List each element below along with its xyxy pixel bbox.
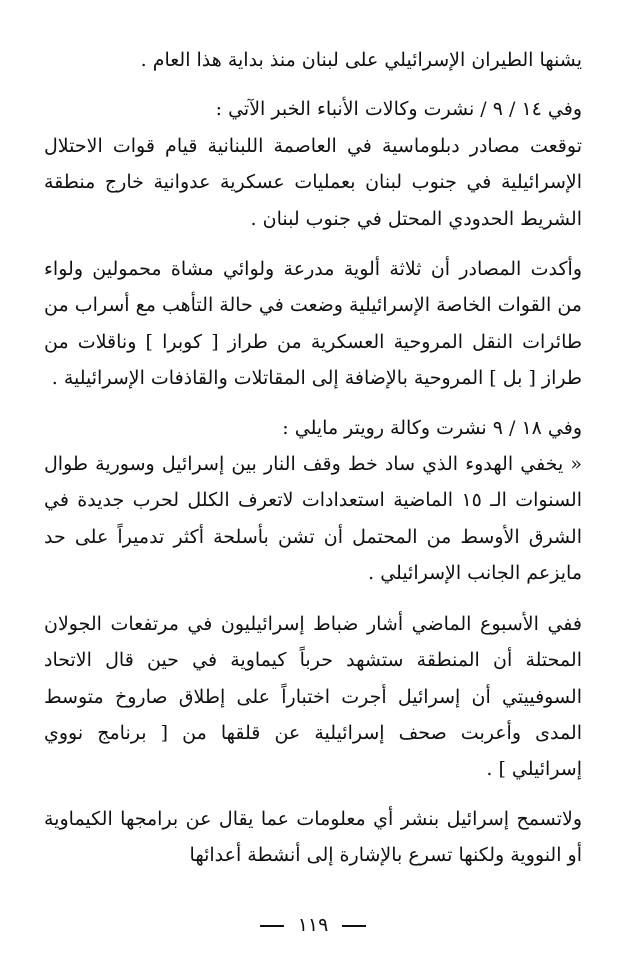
paragraph-7: ففي الأسبوع الماضي أشار ضباط إسرائيليون في مرتفعات الجولان المحتلة أن المنطقة ستشهد حرباً كيماوية في حين قال الاتحاد السوفييتي أن إسرائيل أجرت اختباراً على إطلاق صاروخ متوسط المدى وأعربت صحف إسرائيلية عن قلقها من [ برنامج نووي إسرائيلي ] . — [44, 612, 582, 781]
page-footer — [0, 914, 626, 936]
paragraph-1: يشنها الطيران الإسرائيلي على لبنان منذ بداية هذا العام . — [140, 49, 582, 71]
paragraph-2: وفي ١٤ / ٩ / نشرت وكالات الأنباء الخبر الآتي : — [215, 98, 582, 121]
paragraph-gap — [44, 788, 582, 801]
paragraph-6: « يخفي الهدوء الذي ساد خط وقف النار بين إسرائيل وسورية طوال السنوات الـ ١٥ الماضية استعدادات لاتعرف الكلل لحرب جديدة في الشرق الأوسط من المحتمل أن تشن بأسلحة أكثر تدميراً على حد مايزعم الجانب الإسرائيلي . — [44, 453, 582, 585]
paragraph-gap — [44, 78, 582, 91]
footer-dash-left — [260, 925, 284, 927]
paragraph-gap — [44, 592, 582, 606]
paragraph-gap — [44, 237, 582, 251]
paragraph-4: وأكدت المصادر أن ثلاثة ألوية مدرعة ولوائي مشاة محمولين ولواء من القوات الخاصة الإسرائيلية وضعت في حالة التأهب مع أسراب من طائرات النقل المروحية العسكرية من طراز [ كوبرا ] وناقلات من طراز [ بل ] المروحية بالإضافة إلى المقاتلات والقاذفات الإسرائيلية . — [44, 258, 582, 390]
paragraph-gap — [44, 397, 582, 410]
paragraph-3: توقعت مصادر دبلوماسية في العاصمة اللبنانية قيام قوات الاحتلال الإسرائيلية في جنوب لبنان بعمليات عسكرية عدوانية خارج منطقة الشريط الحدودي المحتل في جنوب لبنان . — [44, 134, 582, 230]
footer-dash-right — [342, 925, 366, 927]
paragraph-5: وفي ١٨ / ٩ نشرت وكالة رويتر مايلي : — [282, 416, 582, 439]
page-body — [44, 42, 582, 874]
paragraph-8: ولاتسمح إسرائيل بنشر أي معلومات عما يقال عن برامجها الكيماوية أو النووية ولكنها تسرع بالإشارة إلى أنشطة أعدائها — [44, 807, 582, 867]
page-number: ١١٩ — [297, 914, 329, 936]
